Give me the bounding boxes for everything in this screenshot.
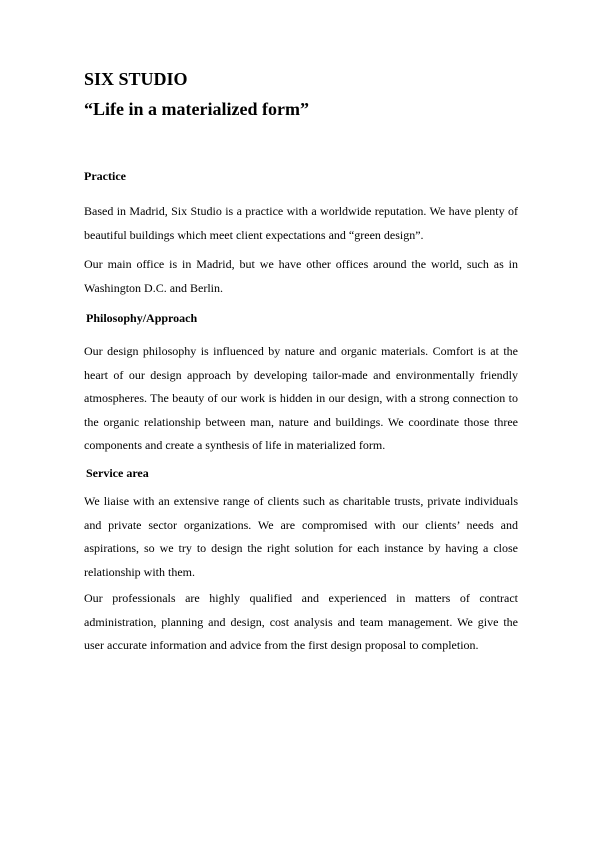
- service-paragraph-2: Our professionals are highly qualified and experienced in matters of contract administration, planning and design, cost analysis and team management. We give the user accurate information and advice from the first design proposal to completion.: [84, 591, 518, 652]
- service-paragraph-1: We liaise with an extensive range of clients such as charitable trusts, private individuals and private sector organizations. We are compromised with our clients’ needs and aspirations, so we try to design the right solution for each instance by having a close relationship with them.: [84, 494, 518, 579]
- section-heading-practice: Practice: [84, 169, 126, 183]
- philosophy-paragraph-1: Our design philosophy is influenced by nature and organic materials. Comfort is at the heart of our design approach by developing tailor-made and environmentally friendly atmospheres. The beauty of our work is hidden in our design, with a strong connection to the organic relationship between man, nature and buildings. We coordinate those three components and create a synthesis of life in materialized form.: [84, 344, 518, 452]
- document-subtitle: “Life in a materialized form”: [84, 99, 309, 119]
- section-heading-philosophy: Philosophy/Approach: [86, 311, 198, 325]
- section-heading-service-area: Service area: [86, 466, 149, 480]
- practice-paragraph-2: Our main office is in Madrid, but we have other offices around the world, such as in Washington D.C. and Berlin.: [84, 257, 518, 295]
- document-title: SIX STUDIO: [84, 69, 188, 89]
- practice-paragraph-1: Based in Madrid, Six Studio is a practice with a worldwide reputation. We have plenty of beautiful buildings which meet client expectations and “green design”.: [84, 204, 518, 242]
